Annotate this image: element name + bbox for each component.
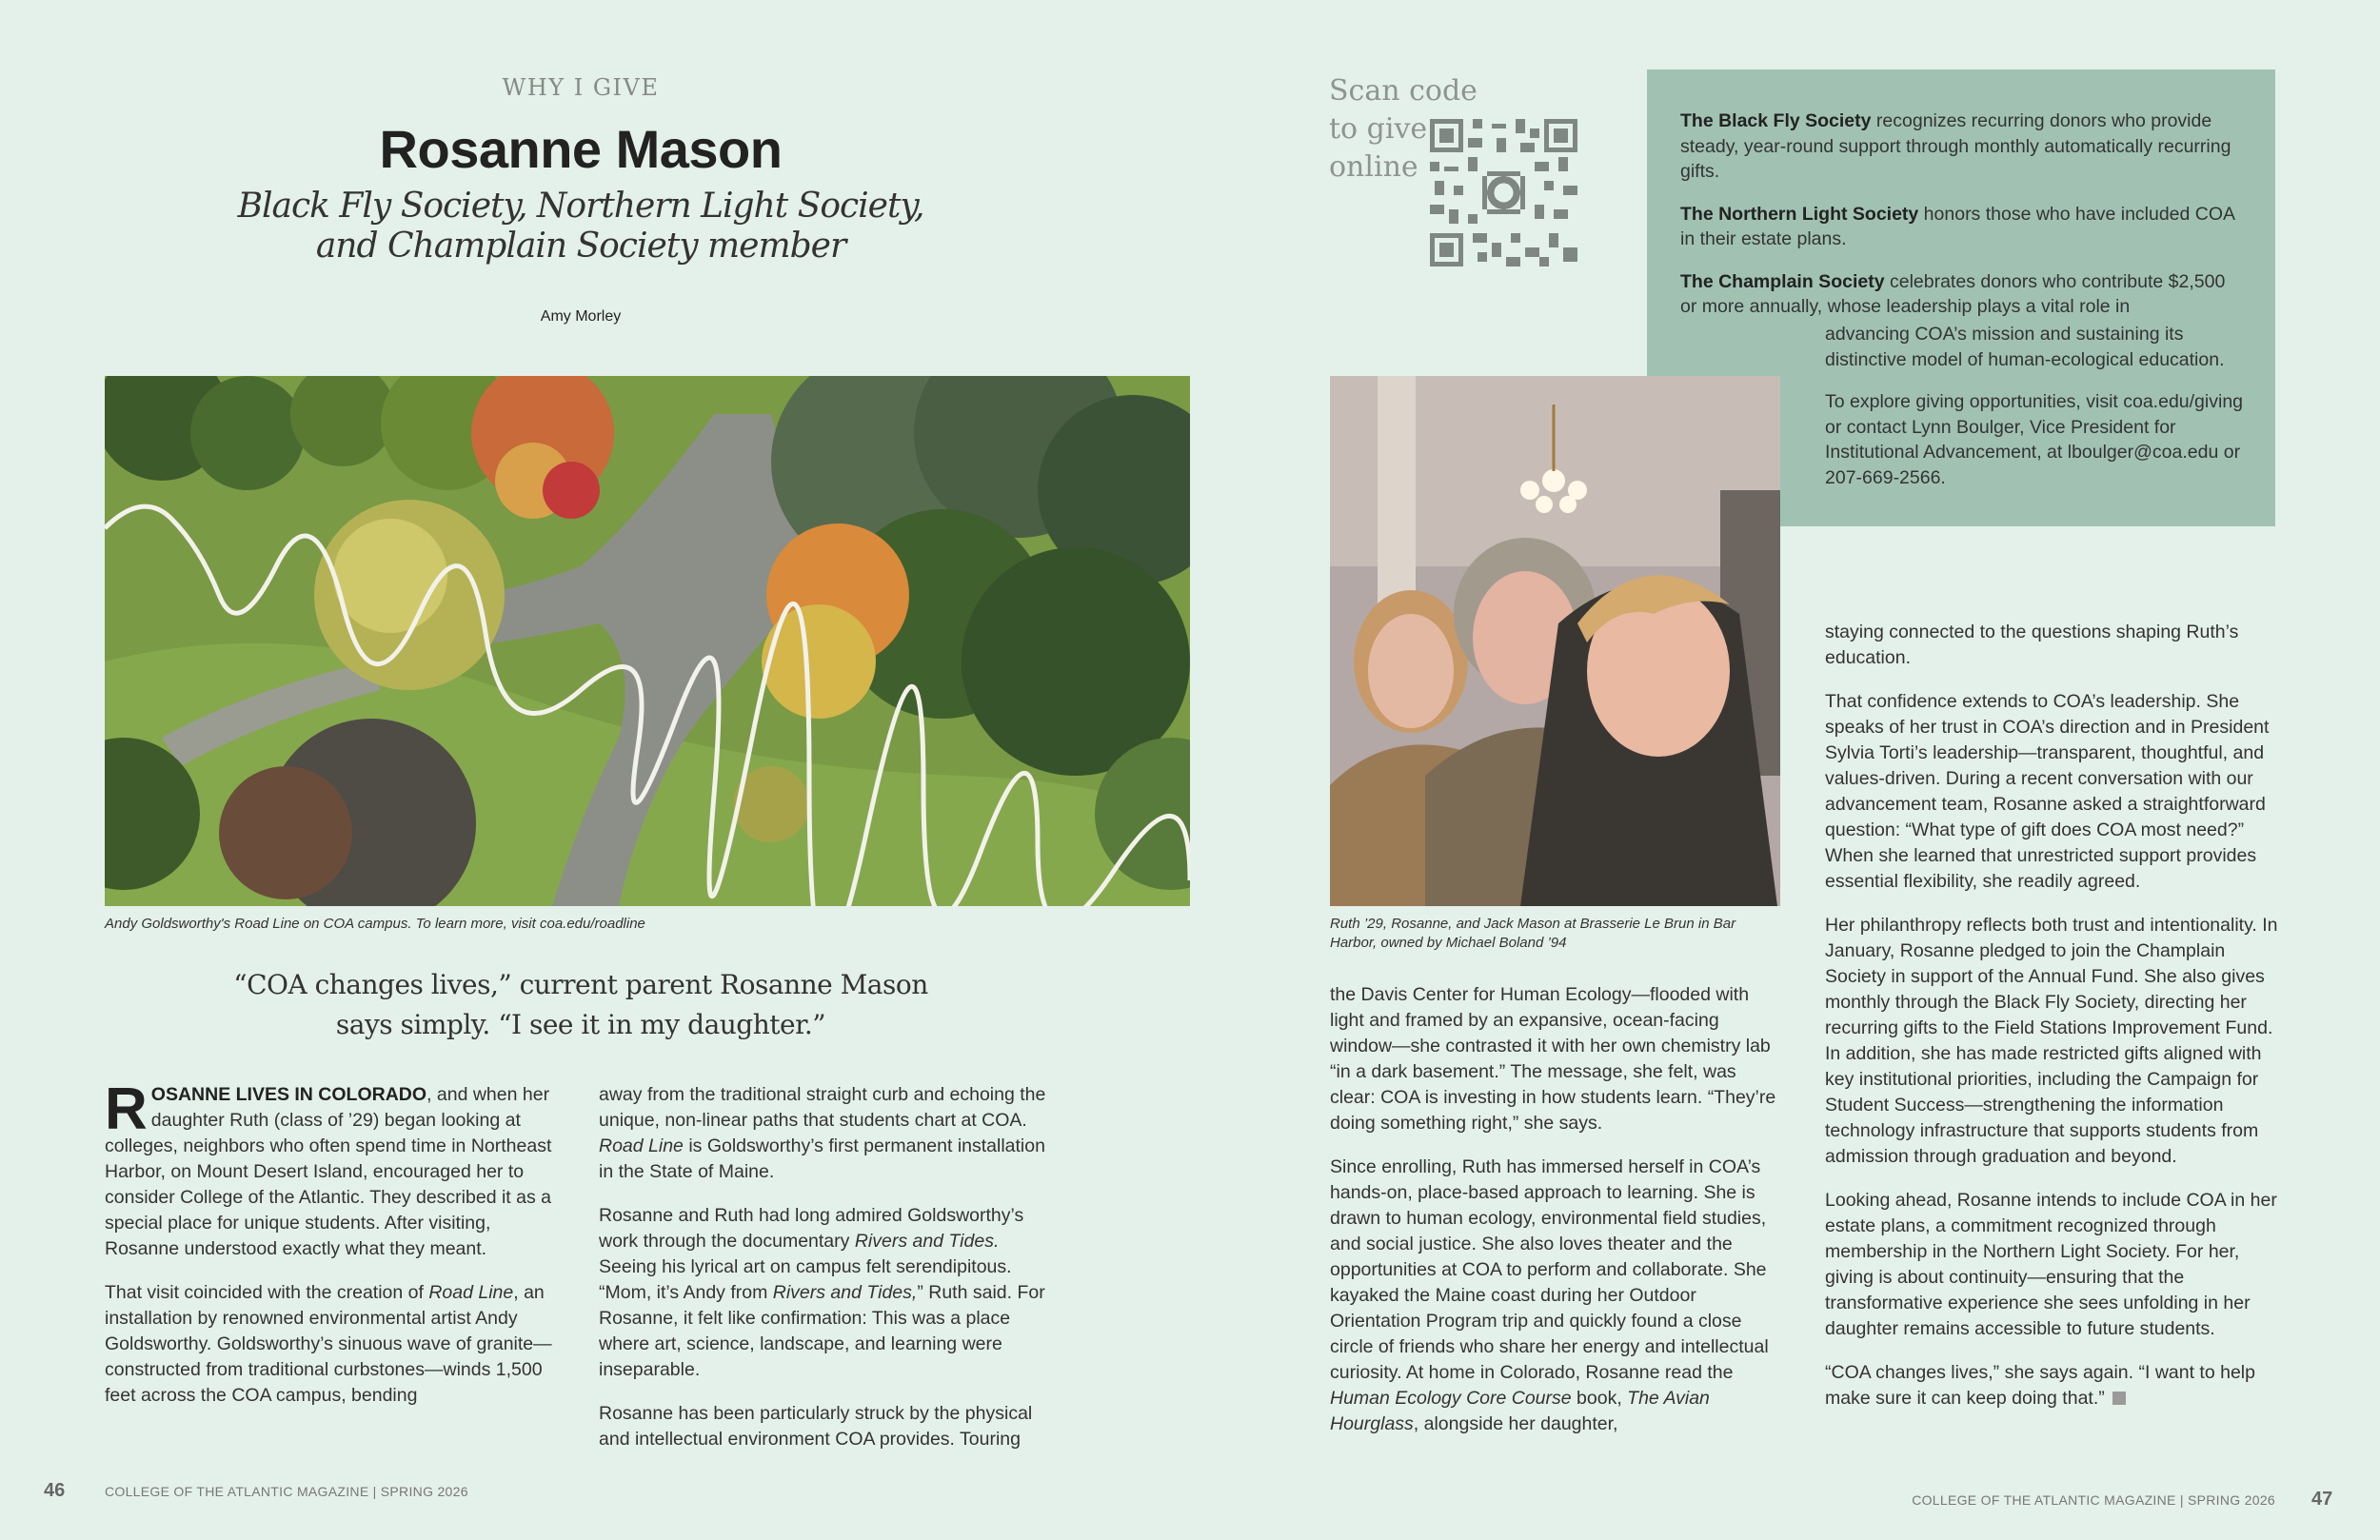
byline: Amy Morley — [540, 308, 622, 325]
qr-code-icon[interactable] — [1430, 119, 1577, 267]
page-number-left: 46 — [44, 1480, 66, 1501]
col4-paragraph-5: “COA changes lives,” she says again. “I want to help make sure it can keep doing that.” — [1825, 1362, 2255, 1409]
lead-in: OSANNE LIVES IN COLORADO — [150, 1084, 427, 1105]
end-mark-icon — [2112, 1392, 2126, 1405]
col4-paragraph-3: Her philanthropy reflects both trust and intentionality. In January, Rosanne pledged to join the Champlain Society in support of the Annual Fund. She also gives monthly through the Black Fly Society, directing her recurring gifts to the Field Stations Improvement Fund. In addition, she has made restricted gifts aligned with key institutional priorities, including the Campaign for Student Success—strengthening the information technology infrastructure that supports students from admission through graduation and beyond. — [1825, 915, 2278, 1167]
box-text-top — [1680, 109, 2247, 320]
scan-code-label: Scan code to give online — [1329, 74, 1478, 184]
col4-paragraph-2: That confidence extends to COA’s leadership. She speaks of her trust in COA’s direction and in President Sylvia Torti’s leadership—transparent, thoughtful, and values-driven. During a recent conversation with our advancement team, Rosanne asked a straightforward question: “What type of gift does COA most need?” When she learned that unrestricted support provides essential flexibility, she readily agreed. — [1825, 691, 2270, 892]
col1-paragraph-1: ROSANNE LIVES IN COLORADO, and when her daughter Ruth (class of ’29) began looking at colleges, neighbors who often spend time in Northeast Harbor, on Mount Desert Island, encouraged her to consider College of the Atlantic. They described it as a special place for unique students. After visiting, Rosanne understood exactly what they meant. — [105, 1076, 552, 1259]
subtitle-line-2: and Champlain Society member — [315, 227, 846, 266]
col2-paragraph-2: Rosanne and Ruth had long admired Goldsworthy’s work through the documentary Rivers and Tides. Seeing his lyrical art on campus felt serendipitous. “Mom, it’s Andy from Rivers and Tides,” Ruth said. For Rosanne, it felt like confirmation: This was a place where art, science, landscape, and learning were inseparable. — [599, 1205, 1045, 1380]
subtitle-line-1: Black Fly Society, Northern Light Society, — [237, 187, 924, 226]
body-column-2 — [599, 1082, 1052, 1471]
northern-light-society-text: The Northern Light Society honors those who have included COA in their estate plans. — [1680, 203, 2234, 249]
section-kicker: WHY I GIVE — [502, 74, 660, 101]
black-fly-society-text: The Black Fly Society recognizes recurring donors who provide steady, year-round support through monthly automatically recurring gifts. — [1680, 110, 2231, 182]
article-title: Rosanne Mason — [379, 119, 783, 179]
col2-paragraph-3: Rosanne has been particularly struck by the physical and intellectual environment COA provides. Touring — [599, 1403, 1033, 1450]
body-column-1 — [105, 1076, 558, 1427]
col1-paragraph-2: That visit coincided with the creation of Road Line, an installation by renowned environmental artist Andy Goldsworthy. Goldsworthy’s sinuous wave of granite—constructed from traditional curbstones—winds 1,500 feet across the COA campus, bending — [105, 1282, 552, 1406]
giving-contact-text: To explore giving opportunities, visit coa.edu/giving or contact Lynn Boulger, Vice President for Institutional Advancement, at lboulger@coa.edu or 207-669-2566. — [1825, 391, 2244, 488]
body-column-4 — [1825, 620, 2280, 1430]
footer-right: COLLEGE OF THE ATLANTIC MAGAZINE | SPRING 2026 — [1912, 1492, 2275, 1508]
footer-left: COLLEGE OF THE ATLANTIC MAGAZINE | SPRING 2026 — [105, 1484, 468, 1499]
box-text-bottom — [1825, 322, 2253, 507]
col3-paragraph-2: Since enrolling, Ruth has immersed herself in COA’s hands-on, place-based approach to learning. She is drawn to human ecology, environmental field studies, and social justice. She also loves theater and the opportunities at COA to perform and collaborate. She kayaked the Maine coast during her Outdoor Orientation Program trip and quickly found a close circle of friends who share her energy and intellectual curiosity. At home in Colorado, Rosanne read the Human Ecology Core Course book, The Avian Hourglass, alongside her daughter, — [1330, 1156, 1769, 1434]
pull-quote-line-2: says simply. “I see it in my daughter.” — [335, 1009, 826, 1040]
family-photo-caption: Ruth ’29, Rosanne, and Jack Mason at Brasserie Le Brun in Bar Harbor, owned by Michael Boland ’94 — [1330, 916, 1736, 951]
page-number-right: 47 — [2311, 1489, 2333, 1510]
champlain-society-text-cont: advancing COA’s mission and sustaining its distinctive model of human-ecological education. — [1825, 324, 2225, 370]
article-subtitle — [105, 187, 1057, 267]
body-column-3 — [1330, 982, 1783, 1455]
aerial-photo-caption: Andy Goldsworthy's Road Line on COA campus. To learn more, visit coa.edu/roadline — [105, 916, 645, 932]
mason-family-photo — [1330, 376, 1780, 906]
pull-quote — [105, 965, 1057, 1045]
pull-quote-line-1: “COA changes lives,” current parent Rosanne Mason — [233, 969, 928, 1000]
champlain-society-text: The Champlain Society celebrates donors who contribute $2,500 or more annually, whose leadership plays a vital role in — [1680, 270, 2226, 317]
aerial-road-line-photo — [105, 376, 1190, 906]
col2-paragraph-1: away from the traditional straight curb and echoing the unique, non-linear paths that students chart at COA. Road Line is Goldsworthy’s first permanent installation in the State of Maine. — [599, 1084, 1046, 1182]
col4-paragraph-4: Looking ahead, Rosanne intends to include COA in her estate plans, a commitment recognized through membership in the Northern Light Society. For her, giving is about continuity—ensuring that the transformative experience she sees unfolding in her daughter remains accessible to future students. — [1825, 1190, 2277, 1339]
col3-paragraph-1: the Davis Center for Human Ecology—flooded with light and framed by an expansive, ocean-facing window—she contrasted it with her own chemistry lab “in a dark basement.” The message, she felt, was clear: COA is investing in how students learn. “They’re doing something right,” she says. — [1330, 984, 1776, 1134]
drop-cap: R — [105, 1076, 148, 1142]
col4-paragraph-1: staying connected to the questions shaping Ruth’s education. — [1825, 622, 2239, 668]
